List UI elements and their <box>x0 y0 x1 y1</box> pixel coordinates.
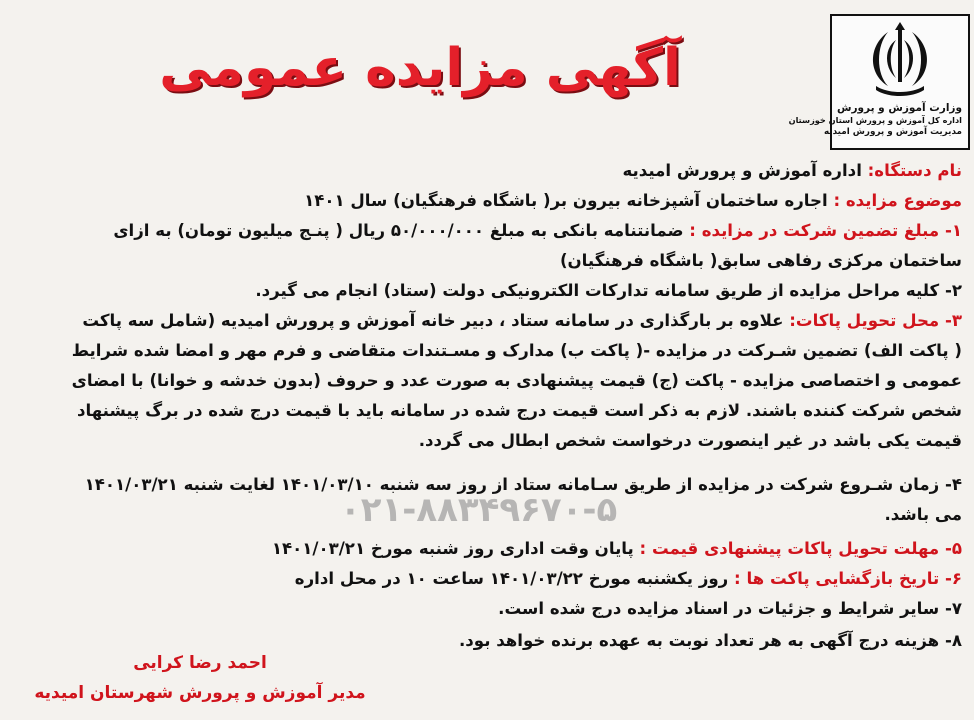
item7-line: ۷- سایر شرایط و جزئیات در اسناد مزایده درج شده است. <box>498 599 962 618</box>
iran-emblem-icon <box>862 20 938 100</box>
agency-label: نام دستگاه: <box>867 161 962 180</box>
ministry-logo-box <box>788 14 970 150</box>
signer-position: مدیر آموزش و پرورش شهرستان امیدیه <box>34 683 366 703</box>
item6-line <box>0 564 962 594</box>
item3-line-4: شخص شرکت کننده باشند. لازم به ذکر است قیمت درج شده در سامانه باید با قیمت درج شده در برگ پیشنهاد <box>76 401 962 420</box>
item3-line <box>0 306 962 336</box>
notice-title: آگهی مزایده عمومی <box>159 38 681 98</box>
ministry-line: اداره کل آموزش و پرورش استان خوزستان <box>788 115 962 125</box>
item4-line-2: می باشد. <box>884 505 962 524</box>
watermark-phone: ۰۲۱-۸۸۳۴۹۶۷۰-۵ <box>340 490 618 530</box>
item5-value: پایان وقت اداری روز شنبه مورخ ۱۴۰۱/۰۳/۲۱ <box>271 539 634 558</box>
item1-text: ضمانتنامه بانکی به مبلغ ۵۰/۰۰۰/۰۰۰ ریال ( پنـج میلیون تومان) به ازای <box>113 221 684 240</box>
agency-value: اداره آموزش و پرورش امیدیه <box>622 161 862 180</box>
item3-label: ۳- محل تحویل پاکات: <box>789 311 962 330</box>
item6-label: ۶- تاریخ بازگشایی پاکت ها : <box>734 569 962 588</box>
ministry-name <box>788 102 962 138</box>
ministry-line: مدیریت آموزش و پرورش امیدیه <box>823 127 962 137</box>
item8-line: ۸- هزینه درج آگهی به هر تعداد نوبت به عهده برنده خواهد بود. <box>458 631 962 650</box>
ministry-line: وزارت آموزش و پرورش <box>836 102 962 114</box>
item3-line-2: ( پاکت الف) تضمین شـرکت در مزایده -( پاکت ب) مدارک و مسـتندات متقاضی و فرم مهر و امضا شده شرایط <box>71 341 962 360</box>
item6-value: روز یکشنبه مورخ ۱۴۰۱/۰۳/۲۲ ساعت ۱۰ در محل اداره <box>294 569 729 588</box>
subject-value: اجاره ساختمان آشپزخانه بیرون بر( باشگاه فرهنگیان) سال ۱۴۰۱ <box>304 191 828 210</box>
signature-block <box>20 648 380 714</box>
subject-line <box>0 186 962 216</box>
signer-name: احمد رضا کرایی <box>133 653 267 673</box>
notice-header <box>0 0 974 150</box>
subject-label: موضوع مزایده : <box>833 191 962 210</box>
item1-line-2: ساختمان مرکزی رفاهی سابق( باشگاه فرهنگیان) <box>559 251 962 270</box>
item3-line-5: قیمت یکی باشد در غیر اینصورت درخواست شخص ابطال می گردد. <box>418 431 962 450</box>
item4-line: ۴- زمان شـروع شرکت در مزایده از طریق سـامانه ستاد از روز سه شنبه ۱۴۰۱/۰۳/۱۰ لغایت شنبه ۱۴۰۱/۰۳/۲۱ <box>84 475 962 494</box>
item3-line-3: عمومی و اختصاصی مزایده - پاکت (ج) قیمت پیشنهادی به صورت عدد و حروف (بدون خدشه و خوانا) با امضای <box>71 371 962 390</box>
item1-label: ۱- مبلغ تضمین شرکت در مزایده : <box>689 221 962 240</box>
item5-line <box>0 534 962 564</box>
item5-label: ۵- مهلت تحویل پاکات پیشنهادی قیمت : <box>639 539 962 558</box>
item3-text: علاوه بر بارگذاری در سامانه ستاد ، دبیر خانه آموزش و پرورش امیدیه (شامل سه پاکت <box>82 311 784 330</box>
agency-line <box>0 156 962 186</box>
item2-line: ۲- کلیه مراحل مزایده از طریق سامانه تدارکات الکترونیکی دولت (ستاد) انجام می گیرد. <box>255 281 962 300</box>
item1-line <box>0 216 962 246</box>
